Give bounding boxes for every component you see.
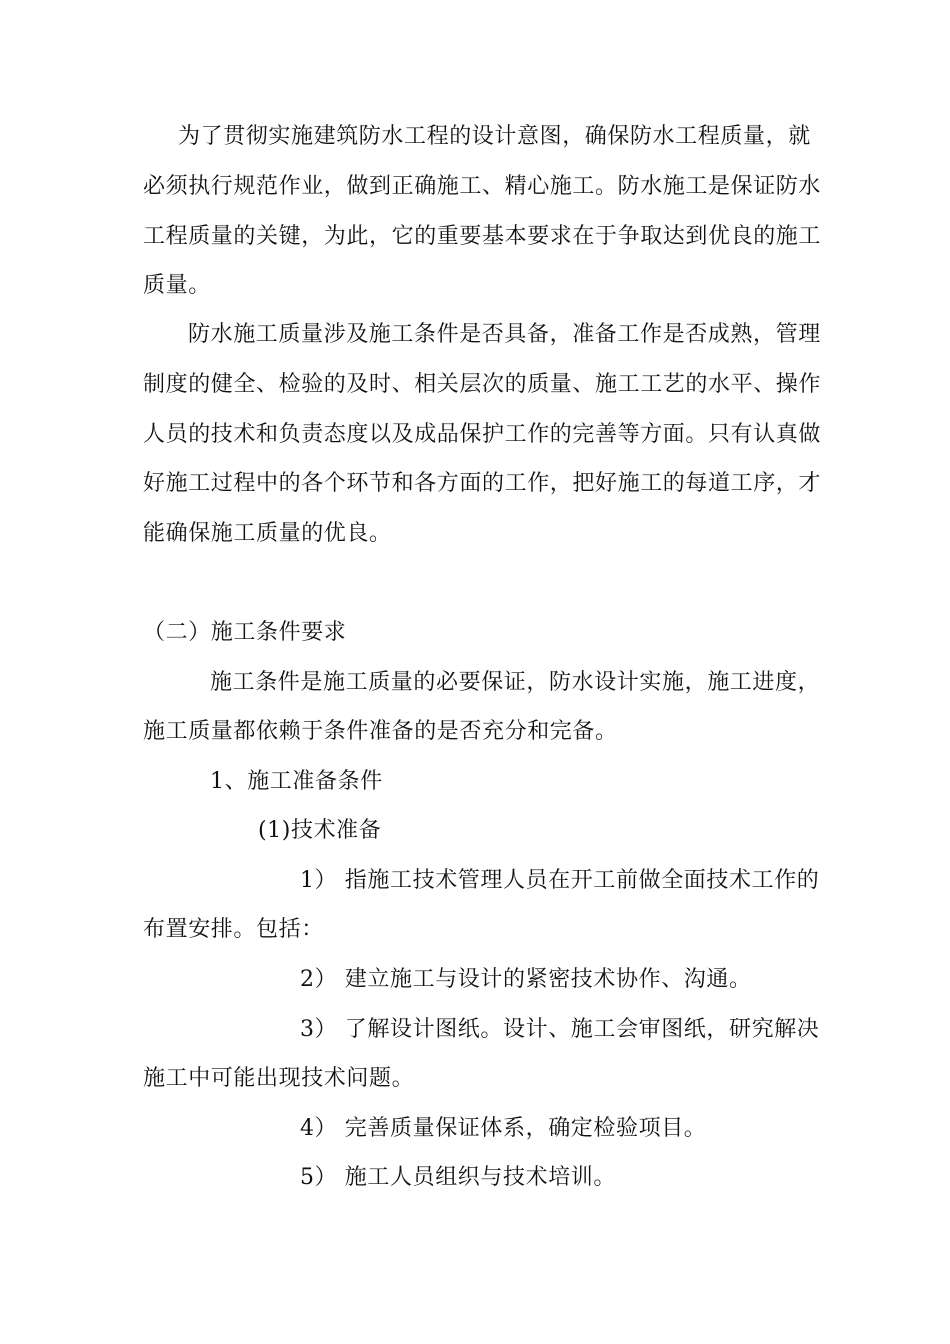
text-line: 制度的健全、检验的及时、相关层次的质量、施工工艺的水平、操作	[143, 372, 822, 397]
text-line: 必须执行规范作业，做到正确施工、精心施工。防水施工是保证防水	[143, 174, 822, 199]
text-line: 1） 指施工技术管理人员在开工前做全面技术工作的	[300, 868, 820, 893]
text-line: 质量。	[143, 273, 211, 298]
text-line: 人员的技术和负责态度以及成品保护工作的完善等方面。只有认真做	[143, 422, 822, 447]
text-line: 4） 完善质量保证体系，确定检验项目。	[300, 1116, 707, 1141]
text-line: 为了贯彻实施建筑防水工程的设计意图，确保防水工程质量，就	[178, 124, 811, 149]
text-line: 施工质量都依赖于条件准备的是否充分和完备。	[143, 719, 618, 744]
text-line: 防水施工质量涉及施工条件是否具备，准备工作是否成熟，管理	[188, 322, 821, 347]
text-line: 好施工过程中的各个环节和各方面的工作，把好施工的每道工序，才	[143, 471, 822, 496]
subheading-preparation: 1、施工准备条件	[210, 769, 383, 794]
text-line: 3） 了解设计图纸。设计、施工会审图纸，研究解决	[300, 1017, 820, 1042]
text-line: 工程质量的关键，为此，它的重要基本要求在于争取达到优良的施工	[143, 224, 822, 249]
text-line: 布置安排。包括：	[143, 917, 324, 942]
text-line: 施工中可能出现技术问题。	[143, 1066, 415, 1091]
text-line: 2） 建立施工与设计的紧密技术协作、沟通。	[300, 967, 752, 992]
text-line: 施工条件是施工质量的必要保证，防水设计实施，施工进度，	[210, 670, 821, 695]
subheading-technical-preparation: (1)技术准备	[258, 818, 382, 843]
text-line: 5） 施工人员组织与技术培训。	[300, 1165, 616, 1190]
text-line: 能确保施工质量的优良。	[143, 521, 392, 546]
section-heading: （二）施工条件要求	[143, 620, 347, 645]
